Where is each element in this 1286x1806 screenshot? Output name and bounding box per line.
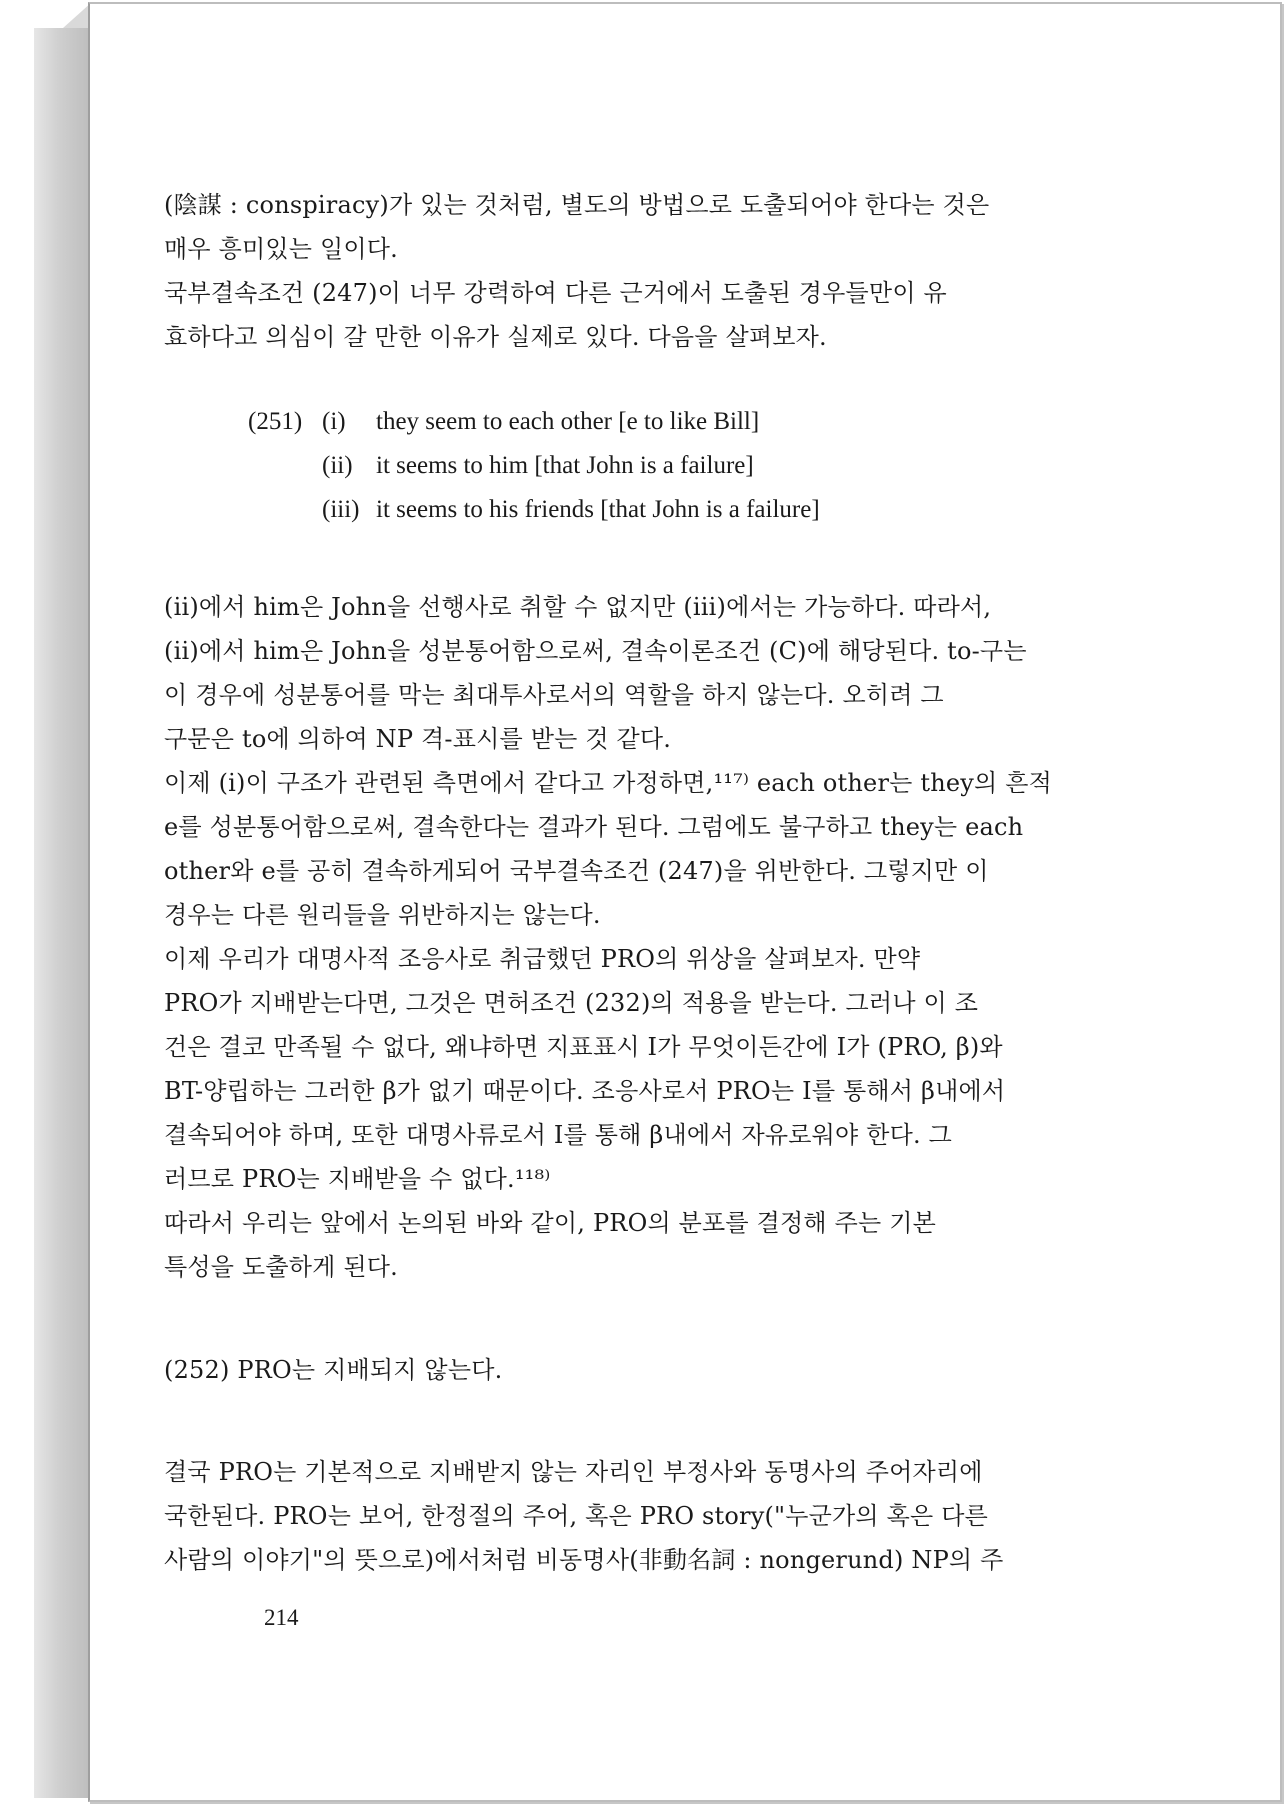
text-line: 러므로 PRO는 지배받을 수 없다.¹¹⁸⁾: [164, 1165, 551, 1193]
text-line: (ii)에서 him은 John을 선행사로 취할 수 없지만 (iii)에서는 가능하다. 따라서,: [164, 593, 992, 621]
text-line: 이제 (i)이 구조가 관련된 측면에서 같다고 가정하면,¹¹⁷⁾ each other는 they의 흔적: [164, 769, 1052, 797]
example-item-text: they seem to each other [e to like Bill]: [376, 408, 760, 435]
example-251-label: (251): [248, 408, 303, 435]
example-252: (252) PRO는 지배되지 않는다.: [164, 1356, 503, 1384]
text-line: 결속되어야 하며, 또한 대명사류로서 I를 통해 β내에서 자유로워야 한다. 그: [164, 1121, 953, 1149]
text-line: 경우는 다른 원리들을 위반하지는 않는다.: [164, 901, 601, 929]
text-line: 사람의 이야기"의 뜻으로)에서처럼 비동명사(非動名詞 : nongerund) NP의 주: [164, 1546, 1004, 1574]
example-item-number: (ii): [322, 452, 353, 479]
example-item-number: (i): [322, 408, 346, 435]
text-line: PRO가 지배받는다면, 그것은 면허조건 (232)의 적용을 받는다. 그러나 이 조: [164, 989, 979, 1017]
example-item-text: it seems to him [that John is a failure]: [376, 452, 754, 479]
text-line: (ii)에서 him은 John을 성분통어함으로써, 결속이론조건 (C)에 해당된다. to-구는: [164, 637, 1027, 665]
text-line: other와 e를 공히 결속하게되어 국부결속조건 (247)을 위반한다. 그렇지만 이: [164, 857, 989, 885]
example-item-text: it seems to his friends [that John is a failure]: [376, 496, 820, 523]
text-line: 이 경우에 성분통어를 막는 최대투사로서의 역할을 하지 않는다. 오히려 그: [164, 681, 944, 709]
text-line: 효하다고 의심이 갈 만한 이유가 실제로 있다. 다음을 살펴보자.: [164, 323, 827, 351]
text-line: 구문은 to에 의하여 NP 격-표시를 받는 것 같다.: [164, 725, 672, 753]
text-line: 결국 PRO는 기본적으로 지배받지 않는 자리인 부정사와 동명사의 주어자리에: [164, 1458, 983, 1486]
text-line: 매우 흥미있는 일이다.: [164, 235, 398, 263]
text-line: 건은 결코 만족될 수 없다, 왜냐하면 지표표시 I가 무엇이든간에 I가 (PRO, β)와: [164, 1033, 1003, 1061]
text-line: 특성을 도출하게 된다.: [164, 1253, 398, 1281]
text-line: 따라서 우리는 앞에서 논의된 바와 같이, PRO의 분포를 결정해 주는 기본: [164, 1209, 936, 1237]
text-line: BT-양립하는 그러한 β가 없기 때문이다. 조응사로서 PRO는 I를 통해서 β내에서: [164, 1077, 1006, 1105]
text-line: 국부결속조건 (247)이 너무 강력하여 다른 근거에서 도출된 경우들만이 유: [164, 279, 947, 307]
text-line: (陰謀 : conspiracy)가 있는 것처럼, 별도의 방법으로 도출되어야 한다는 것은: [164, 191, 990, 219]
text-line: e를 성분통어함으로써, 결속한다는 결과가 된다. 그럼에도 불구하고 they는 each: [164, 813, 1024, 841]
page-number: 214: [264, 1605, 299, 1630]
text-line: 이제 우리가 대명사적 조응사로 취급했던 PRO의 위상을 살펴보자. 만약: [164, 945, 921, 973]
book-spine: [34, 28, 90, 1798]
example-item-number: (iii): [322, 496, 360, 523]
text-line: 국한된다. PRO는 보어, 한정절의 주어, 혹은 PRO story("누군가의 혹은 다른: [164, 1502, 989, 1530]
